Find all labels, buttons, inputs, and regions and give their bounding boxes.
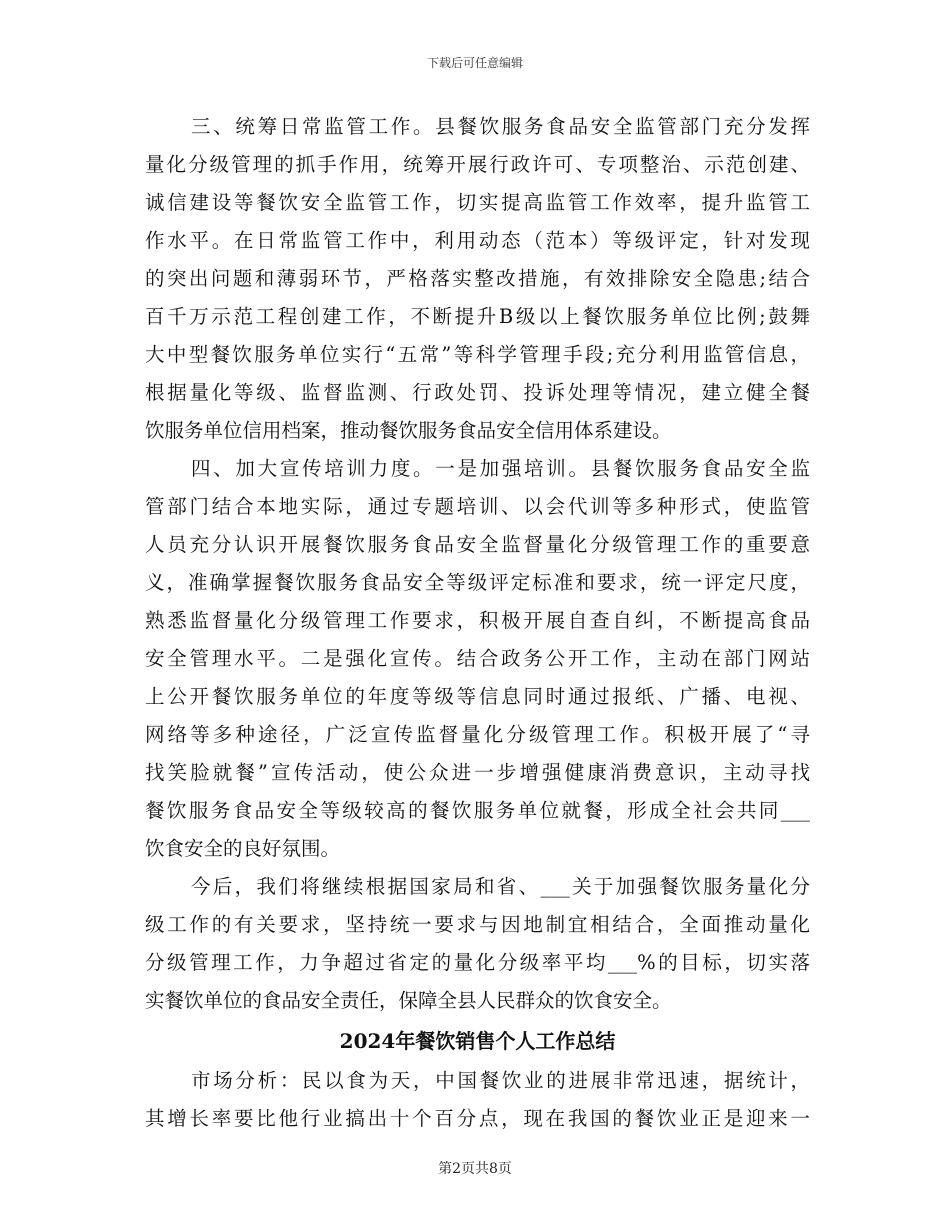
text-line: 级工作的有关要求，坚持统一要求与因地制宜相结合，全面推动量化 [145,913,810,936]
page-footer: 第2页共8页 [438,1161,512,1177]
text-line: 根据量化等级、监督监测、行政处罚、投诉处理等情况，建立健全餐 [145,381,810,404]
text-line: 其增长率要比他行业搞出十个百分点，现在我国的餐饮业正是迎来一 [145,1107,810,1130]
document-body [145,108,810,1138]
text-line: 今后，我们将继续根据国家局和省、___关于加强餐饮服务量化分 [191,875,810,898]
text-line: 百千万示范工程创建工作，不断提升B级以上餐饮服务单位比例;鼓舞 [145,305,810,328]
text-line: 的突出问题和薄弱环节，严格落实整改措施，有效排除安全隐患;结合 [145,267,810,290]
page-header: 下载后可任意编辑 [426,56,523,70]
text-line: 实餐饮单位的食品安全责任，保障全县人民群众的饮食安全。 [145,989,672,1012]
text-line: 找笑脸就餐”宣传活动，使公众进一步增强健康消费意识，主动寻找 [145,761,810,784]
text-line: 上公开餐饮服务单位的年度等级等信息同时通过报纸、广播、电视、 [145,685,810,708]
text-line: 熟悉监督量化分级管理工作要求，积极开展自查自纠，不断提高食品 [145,609,810,632]
text-line: 诚信建设等餐饮安全监管工作，切实提高监管工作效率，提升监管工 [145,191,810,214]
text-line: 三、统筹日常监管工作。县餐饮服务食品安全监管部门充分发挥 [191,115,810,138]
paragraph-training [145,450,810,868]
paragraph-supervision [145,108,810,450]
text-line: 市场分析：民以食为天，中国餐饮业的进展非常迅速，据统计， [191,1069,810,1092]
text-line: 量化分级管理的抓手作用，统筹开展行政许可、专项整治、示范创建、 [145,153,810,176]
text-line: 分级管理工作，力争超过省定的量化分级率平均___%的目标，切实落 [145,951,810,974]
text-line: 四、加大宣传培训力度。一是加强培训。县餐饮服务食品安全监 [191,457,810,480]
text-line: 饮服务单位信用档案，推动餐饮服务食品安全信用体系建设。 [145,419,672,442]
text-line: 大中型餐饮服务单位实行“五常”等科学管理手段;充分利用监管信息， [145,343,810,366]
text-line: 作水平。在日常监管工作中，利用动态（范本）等级评定，针对发现 [145,229,810,252]
section-title: 2024年餐饮销售个人工作总结 [339,1029,616,1053]
text-line: 义，准确掌握餐饮服务食品安全等级评定标准和要求，统一评定尺度， [145,571,810,594]
text-line: 管部门结合本地实际，通过专题培训、以会代训等多种形式，使监管 [145,495,810,518]
text-line: 餐饮服务食品安全等级较高的餐饮服务单位就餐，形成全社会共同___ [145,799,810,822]
text-line: 人员充分认识开展餐饮服务食品安全监督量化分级管理工作的重要意 [145,533,810,556]
paragraph-market-analysis [145,1062,810,1138]
text-line: 饮食安全的良好氛围。 [145,837,341,860]
text-line: 安全管理水平。二是强化宣传。结合政务公开工作，主动在部门网站 [145,647,810,670]
paragraph-future [145,868,810,1020]
text-line: 网络等多种途径，广泛宣传监督量化分级管理工作。积极开展了“寻 [145,723,810,746]
